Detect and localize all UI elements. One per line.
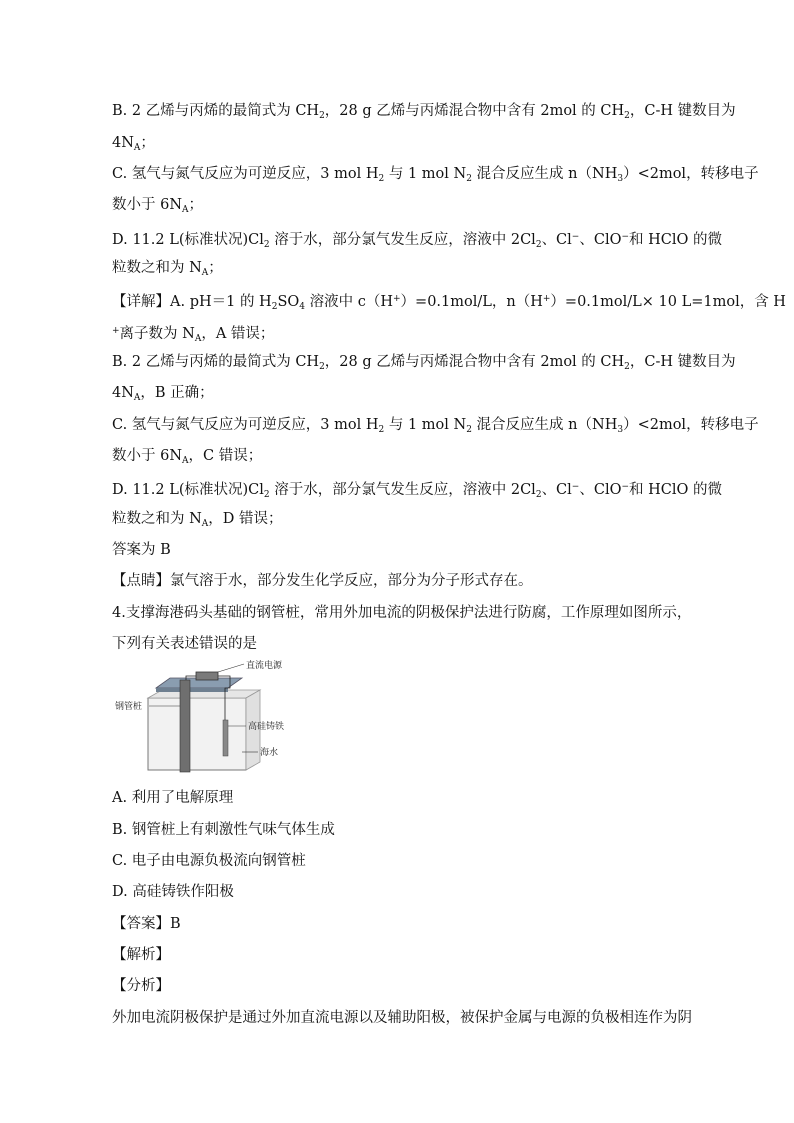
q3-option-c-line2: 数小于 $6N_A$；	[112, 197, 204, 215]
q3-option-b-line1: B. 2 乙烯与丙烯的最简式为 $CH_2$，28 g 乙烯与丙烯混合物中含有 2mol 的 $CH_2$，C-H 键数目为	[112, 103, 736, 121]
label-power: 直流电源	[246, 661, 283, 671]
q3-option-d-line2: 粒数之和为 $N_A$；	[112, 260, 223, 278]
fenxi-label: 【分析】	[112, 978, 170, 994]
answer-d-line1: D. 11.2 L(标准状况)$Cl_2$ 溶于水，部分氯气发生反应，溶液中 $2Cl_2$、Cl−、ClO−和 HClO 的微	[112, 482, 722, 500]
option-b: B. 钢管桩上有刺激性气味气体生成	[112, 822, 335, 838]
analysis-text: 外加电流阴极保护是通过外加直流电源以及辅助阳极，被保护金属与电源的负极相连作为阴	[112, 1010, 692, 1026]
option-d: D. 高硅铸铁作阳极	[112, 884, 234, 900]
option-c: C. 电子由电源负极流向钢管桩	[112, 853, 306, 869]
q3-option-d-line1: D. 11.2 L(标准状况)$Cl_2$ 溶于水，部分氯气发生反应，溶液中 $2Cl_2$、Cl−、ClO−和 HClO 的微	[112, 232, 722, 250]
jiexi-label: 【解析】	[112, 947, 170, 963]
detail-line1: 【详解】A. pH＝1 的 $H_2SO_4$ 溶液中 c（H+）=0.1mol/L，n（H+）=0.1mol/L× 10 L=1mol，含 H	[112, 294, 786, 312]
question-4-line1: 4.支撑海港码头基础的钢管桩，常用外加电流的阴极保护法进行防腐，工作原理如图所示，	[112, 605, 692, 621]
option-a: A. 利用了电解原理	[112, 790, 234, 806]
power-leader	[218, 664, 244, 672]
q3-option-c-line1: C. 氢气与氮气反应为可逆反应，3 mol $H_2$ 与 1 mol $N_2$ 混合反应生成 $n(NH_3)<2mol$，转移电子	[112, 166, 759, 184]
power-source-icon	[196, 672, 218, 680]
answer-b-line1: B. 2 乙烯与丙烯的最简式为 $CH_2$，28 g 乙烯与丙烯混合物中含有 2mol 的 $CH_2$，C-H 键数目为	[112, 354, 736, 372]
top-plate-edge	[156, 688, 228, 692]
answer-b-line2: $4N_A$，B 正确；	[112, 385, 214, 403]
tank-front	[148, 698, 246, 770]
cathodic-protection-diagram	[112, 660, 312, 780]
answer-label: 【答案】B	[112, 916, 181, 932]
answer-c-line2: 数小于 $6N_A$，C 错误；	[112, 448, 263, 466]
label-iron: 高硅铸铁	[248, 722, 285, 732]
label-sea: 海水	[260, 748, 279, 758]
q3-option-b-line2: $4N_A$；	[112, 135, 155, 153]
answer-d-line2: 粒数之和为 $N_A$，D 错误；	[112, 511, 283, 529]
question-4-line2: 下列有关表述错误的是	[112, 636, 257, 652]
detail-line2: +离子数为 $N_A$，A 错误；	[112, 326, 275, 344]
answer-is-b: 答案为 B	[112, 542, 171, 558]
silicon-iron-electrode	[223, 720, 228, 756]
label-pile: 钢管桩	[115, 702, 143, 712]
tip-note: 【点睛】氯气溶于水，部分发生化学反应，部分为分子形式存在。	[112, 573, 533, 589]
answer-c-line1: C. 氢气与氮气反应为可逆反应，3 mol $H_2$ 与 1 mol $N_2$ 混合反应生成 $n(NH_3)<2mol$，转移电子	[112, 417, 759, 435]
steel-pile	[180, 680, 190, 772]
